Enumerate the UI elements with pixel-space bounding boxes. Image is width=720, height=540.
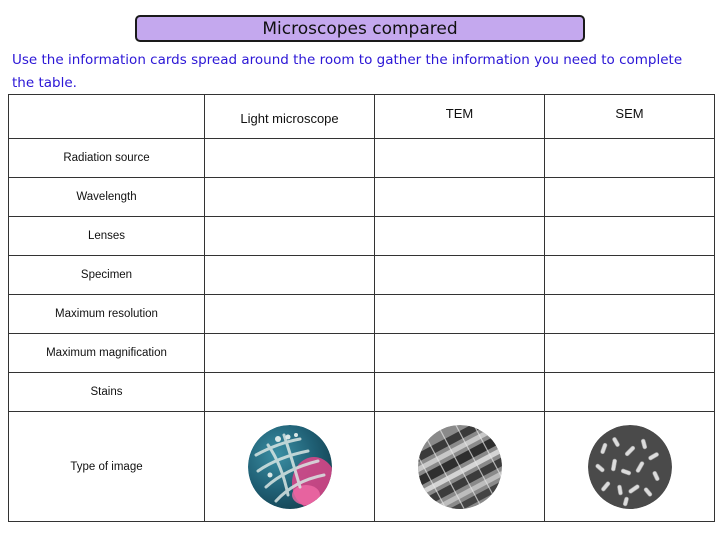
answer-cell[interactable]	[545, 139, 715, 178]
answer-cell[interactable]	[205, 373, 375, 412]
table-row	[9, 139, 715, 178]
row-label: Maximum magnification	[9, 334, 205, 373]
image-cell-light	[205, 412, 375, 522]
answer-cell[interactable]	[205, 256, 375, 295]
answer-cell[interactable]	[545, 178, 715, 217]
table-row	[9, 178, 715, 217]
answer-cell[interactable]	[375, 139, 545, 178]
answer-cell[interactable]	[545, 373, 715, 412]
light-micrograph-icon	[248, 425, 332, 509]
answer-cell[interactable]	[205, 139, 375, 178]
answer-cell[interactable]	[545, 334, 715, 373]
answer-cell[interactable]	[375, 334, 545, 373]
table-row	[9, 373, 715, 412]
instruction-text: Use the information cards spread around the room to gather the information you need to complete the table.	[12, 52, 683, 91]
answer-cell[interactable]	[545, 256, 715, 295]
answer-cell[interactable]	[375, 256, 545, 295]
table-row	[9, 256, 715, 295]
image-cell-sem	[545, 412, 715, 522]
answer-cell[interactable]	[205, 334, 375, 373]
header-light-microscope: Light microscope	[205, 95, 375, 139]
answer-cell[interactable]	[545, 295, 715, 334]
sem-micrograph-icon	[588, 425, 672, 509]
answer-cell[interactable]	[545, 217, 715, 256]
table-row	[9, 217, 715, 256]
table-row	[9, 412, 715, 522]
table-row	[9, 295, 715, 334]
header-cell-empty	[9, 95, 205, 139]
image-cell-tem	[375, 412, 545, 522]
row-label: Radiation source	[9, 139, 205, 178]
row-label: Lenses	[9, 217, 205, 256]
row-label: Wavelength	[9, 178, 205, 217]
table-header-row	[9, 95, 715, 139]
header-sem: SEM	[545, 95, 715, 139]
page-title-text: Microscopes compared	[262, 18, 458, 39]
comparison-table	[8, 94, 715, 522]
answer-cell[interactable]	[375, 295, 545, 334]
answer-cell[interactable]	[375, 217, 545, 256]
page-title	[135, 15, 585, 42]
table-row	[9, 334, 715, 373]
row-label: Stains	[9, 373, 205, 412]
header-tem: TEM	[375, 95, 545, 139]
answer-cell[interactable]	[375, 178, 545, 217]
answer-cell[interactable]	[375, 373, 545, 412]
tem-micrograph-icon	[418, 425, 502, 509]
row-label: Maximum resolution	[9, 295, 205, 334]
answer-cell[interactable]	[205, 217, 375, 256]
answer-cell[interactable]	[205, 178, 375, 217]
row-label: Type of image	[9, 412, 205, 522]
answer-cell[interactable]	[205, 295, 375, 334]
row-label: Specimen	[9, 256, 205, 295]
